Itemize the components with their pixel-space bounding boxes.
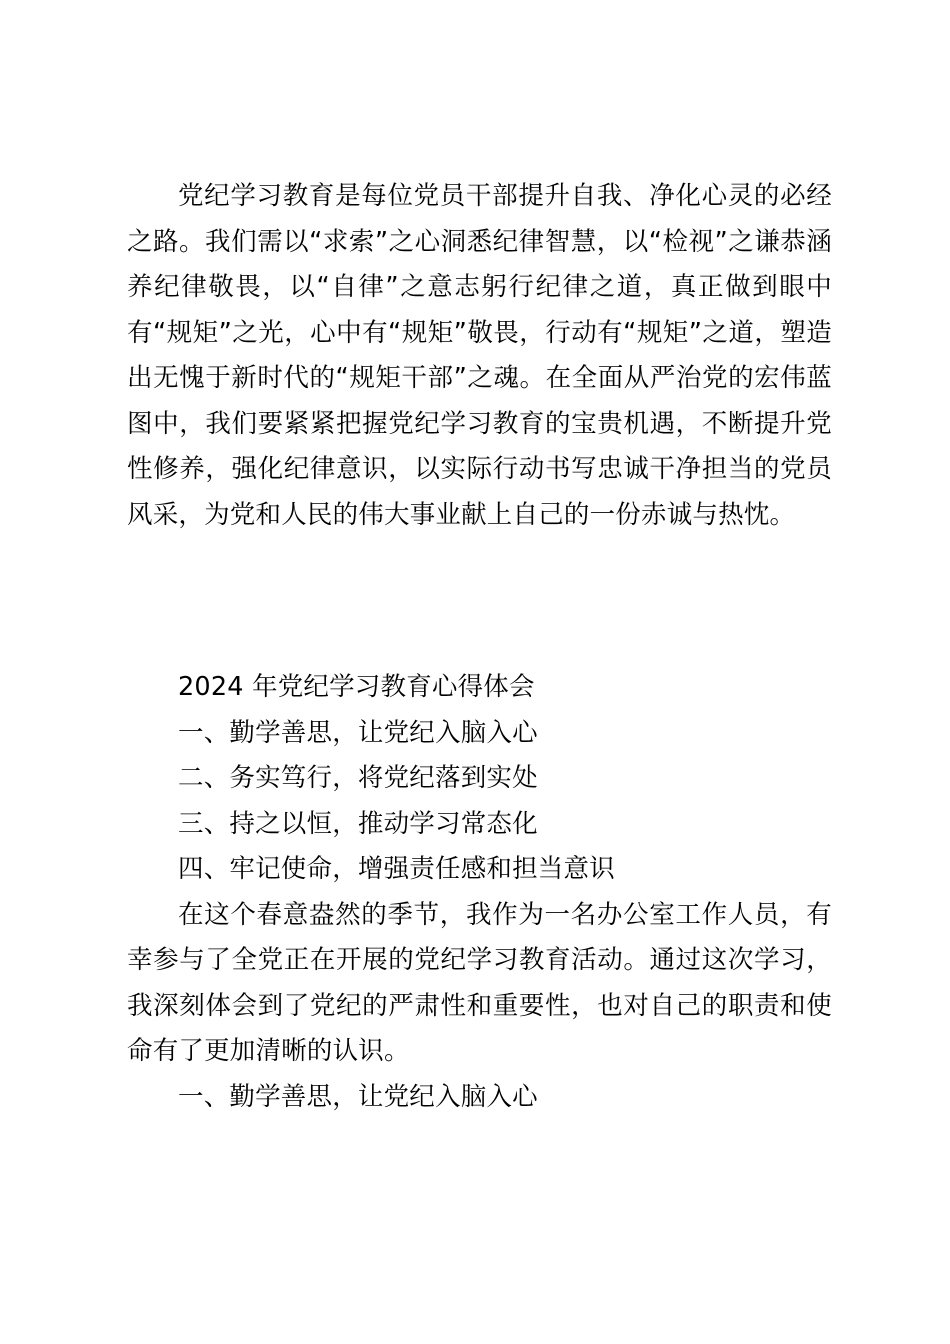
outline-item: 四、牢记使命，增强责任感和担当意识 [178, 854, 615, 884]
outline-item: 一、勤学善思，让党纪入脑入心 [178, 717, 538, 748]
paragraph-line: 风采，为党和人民的伟大事业献上自己的一份赤诚与热忱。 [127, 499, 796, 530]
section-heading: 一、勤学善思，让党纪入脑入心 [178, 1081, 538, 1112]
paragraph-line: 养纪律敬畏，以“自律”之意志躬行纪律之道，真正做到眼中 [127, 272, 832, 302]
paragraph-line: 我深刻体会到了党纪的严肃性和重要性，也对自己的职责和使 [127, 990, 832, 1021]
paragraph-line: 性修养，强化纪律意识，以实际行动书写忠诚干净担当的党员 [127, 454, 832, 484]
paragraph-line: 有“规矩”之光，心中有“规矩”敬畏，行动有“规矩”之道，塑造 [127, 317, 832, 348]
outline-item: 二、务实笃行，将党纪落到实处 [178, 763, 538, 793]
intro-paragraph [127, 174, 832, 538]
paragraph-line: 在这个春意盎然的季节，我作为一名办公室工作人员，有 [178, 899, 832, 930]
paragraph-line: 党纪学习教育是每位党员干部提升自我、净化心灵的必经 [178, 181, 832, 211]
paragraph-line: 之路。我们需以“求索”之心洞悉纪律智慧，以“检视”之谦恭涵 [127, 226, 832, 257]
paragraph-line: 幸参与了全党正在开展的党纪学习教育活动。通过这次学习， [127, 945, 832, 975]
outline-item: 三、持之以恒，推动学习常态化 [178, 808, 538, 839]
paragraph-line: 图中，我们要紧紧把握党纪学习教育的宝贵机遇，不断提升党 [127, 408, 832, 439]
essay-section [127, 665, 832, 1120]
paragraph-line: 出无愧于新时代的“规矩干部”之魂。在全面从严治党的宏伟蓝 [127, 363, 832, 393]
document-title: 2024 年党纪学习教育心得体会 [178, 672, 535, 702]
paragraph-line: 命有了更加清晰的认识。 [127, 1036, 410, 1066]
